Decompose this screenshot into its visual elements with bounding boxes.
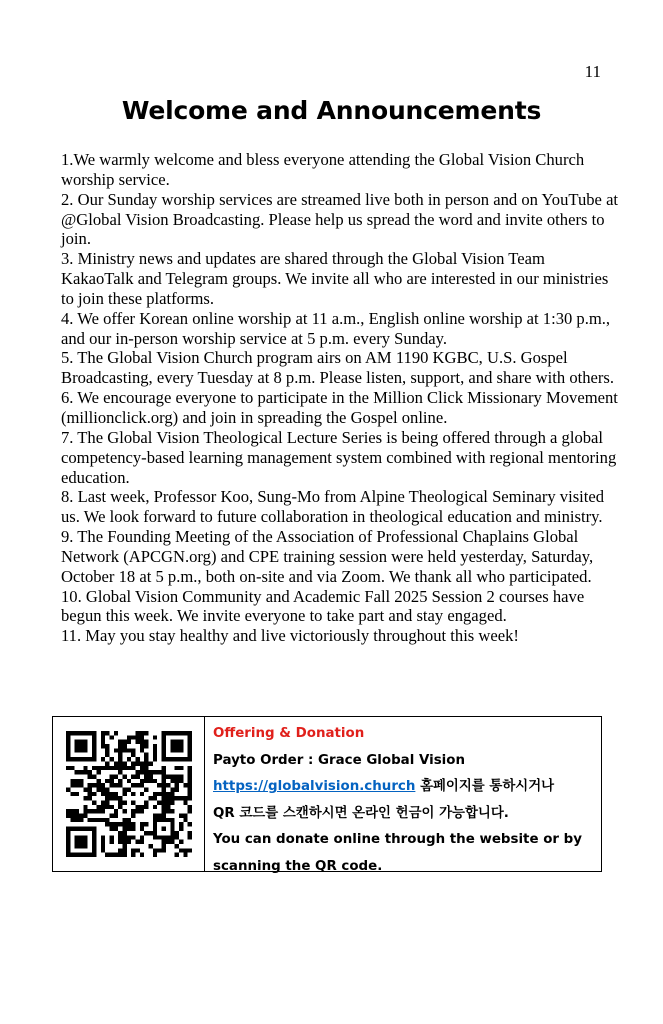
offering-title: Offering & Donation [213,726,365,741]
announcement-item: 1.We warmly welcome and bless everyone attending the Global Vision Church worship service. [61,150,585,189]
page-number: 11 [584,62,601,81]
qr-code-icon[interactable] [66,731,192,857]
korean-text-2: QR 코드를 스캔하시면 온라인 헌금이 가능합니다. [213,805,509,821]
announcement-item: 3. Ministry news and updates are shared through the Global Vision Team KakaoTalk and Telegram groups. We invite all who are interested in our ministries to join these platforms. [61,249,609,308]
english-text-2: scanning the QR code. [213,858,383,874]
announcement-item: 11. May you stay healthy and live victoriously throughout this week! [61,626,519,646]
page-title: Welcome and Announcements [121,96,542,125]
payto-order: Payto Order : Grace Global Vision [213,752,465,768]
announcement-item: 5. The Global Vision Church program airs on AM 1190 KGBC, U.S. Gospel Broadcasting, every Tuesday at 8 p.m. Please listen, support, and share with others. [61,348,615,388]
qr-cell [53,717,205,871]
korean-text-1: 홈페이지를 통하시거나 [420,779,555,795]
offering-info [205,717,582,874]
website-line [213,774,582,801]
announcement-item: 2. Our Sunday worship services are streamed live both in person and on YouTube at @Global Vision Broadcasting. Please help us spread the word and invite others to join. [61,189,619,249]
english-text-1: You can donate online through the website or by [213,832,582,848]
announcement-item: 10. Global Vision Community and Academic Fall 2025 Session 2 courses have begun this week. We invite everyone to take part and stay engaged. [61,586,585,626]
announcement-item: 4. We offer Korean online worship at 11 a.m., English online worship at 1:30 p.m., and our in-person worship service at 5 p.m. every Sunday. [61,308,611,348]
announcement-item: 6. We encourage everyone to participate in the Million Click Missionary Movement (millionclick.org) and join in spreading the Gospel online. [61,388,618,427]
announcement-item: 7. The Global Vision Theological Lecture Series is being offered through a global competency-based learning management system combined with regional mentoring education. [61,427,617,487]
announcement-item: 9. The Founding Meeting of the Association of Professional Chaplains Global Network (APCGN.org) and CPE training session were held yesterday, Saturday, October 18 at 5 p.m., both on-site and via Zoom. We thank all who participated. [61,527,594,586]
website-link[interactable]: https://globalvision.church [213,779,416,795]
announcement-item: 8. Last week, Professor Koo, Sung-Mo from Alpine Theological Seminary visited us. We look forward to future collaboration in theological education and ministry. [61,487,605,527]
offering-box [52,716,602,872]
announcements-list [61,150,621,646]
